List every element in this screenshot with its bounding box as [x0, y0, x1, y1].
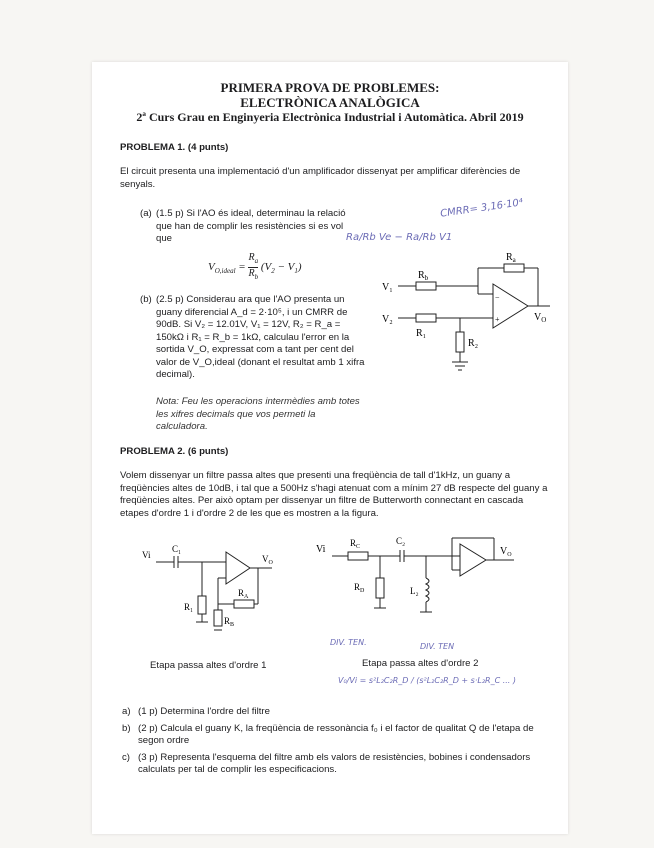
- problem1-heading: PROBLEMA 1. (4 punts): [120, 142, 229, 153]
- title-line-1: PRIMERA PROVA DE PROBLEMES:: [220, 80, 440, 95]
- label-rb: $R_b$: [418, 270, 429, 282]
- part-b-label: (b): [140, 294, 152, 305]
- plus-sign: +: [495, 315, 500, 324]
- s1-label-rb: $R_B$: [224, 616, 235, 628]
- s2-label-rc: $R_C$: [350, 538, 361, 550]
- part-a-label: (a): [140, 208, 152, 219]
- problem1-intro: El circuit presenta una implementació d'un amplificador dissenyat per amplificar diferències de senyals.: [120, 166, 521, 190]
- question-a-label: a): [122, 706, 131, 717]
- label-r2: R₂: [468, 338, 479, 349]
- problem1-note: Nota: Feu les operacions intermèdies amb totes les xifres decimals que vos permeti la calculadora.: [156, 396, 360, 432]
- title-line-3: 2ª Curs Grau en Enginyeria Electrònica Industrial i Automàtica. Abril 2019: [136, 110, 524, 124]
- question-b-text: (2 p) Calcula el guany K, la freqüència de ressonància f₀ i el factor de qualitat Q de l'etapa de segon ordre: [138, 722, 534, 746]
- question-list: [122, 706, 552, 777]
- label-r1: R₁: [416, 328, 427, 339]
- question-c-text: (3 p) Representa l'esquema del filtre amb els valors de resistències, bobines i condensadors calculats per tal de complir les especificacions.: [138, 751, 531, 775]
- s1-label-ra: $R_A$: [238, 588, 249, 600]
- handwritten-cmrr: CMRR= 3,16·10⁴: [439, 197, 524, 220]
- problem2-intro: Volem dissenyar un filtre passa altes que presenti una freqüència de tall d'1kHz, un guany a freqüències altes de 10dB, i tal que a 500Hz s'hagi atenuat com a mínim 27 dB respecte del guany a freqüències altes. Per això optam per dissenyar un filtre de Butterworth connectant en cascada etapes d'ordre 1 i d'ordre 2 de les que es mostren a la figura.: [120, 470, 548, 519]
- label-v1: V₁: [382, 282, 393, 293]
- stage2-circuit: [314, 532, 529, 652]
- s2-label-vi: Vi: [316, 544, 326, 555]
- label-vo: $V_O$: [534, 312, 547, 324]
- handwritten-ratio: Ra/Rb Ve − Ra/Rb V1: [346, 232, 453, 243]
- minus-sign: −: [495, 293, 500, 302]
- label-v2: V₂: [382, 314, 393, 325]
- problem2-heading: PROBLEMA 2. (6 punts): [120, 446, 229, 457]
- s1-label-c1: C₁: [172, 544, 182, 554]
- part-a-text: (1.5 p) Si l'AO és ideal, determinau la relació que han de complir les resistències si es vol que: [156, 208, 346, 244]
- stage2-caption: Etapa passa altes d'ordre 2: [362, 658, 479, 669]
- question-a-text: (1 p) Determina l'ordre del filtre: [138, 706, 270, 717]
- title-line-2: ELECTRÒNICA ANALÒGICA: [240, 95, 420, 110]
- question-b-label: b): [122, 722, 131, 734]
- handwritten-transfer-function: V₀/Vi = s²L₂C₂R_D / (s²L₂C₂R_D + s·L₂R_C ... ): [338, 676, 517, 685]
- s2-label-c2: C₂: [396, 536, 406, 546]
- stage1-caption: Etapa passa altes d'ordre 1: [150, 660, 267, 671]
- label-ra: $R_a$: [506, 252, 516, 264]
- question-c-label: c): [122, 751, 130, 763]
- formula: $V_{O,ideal}$ = $\frac{R_a}{R_b}$ $(V_2 - V_1)$: [208, 252, 302, 281]
- s2-label-vo: $V_O$: [500, 546, 512, 558]
- handwritten-div-1: DIV. TEN.: [330, 638, 367, 647]
- part-b-text: (2.5 p) Considerau ara que l'AO presenta un guany diferencial A_d = 2·10⁵, i un CMRR de 90dB. Si V₂ = 12.01V, V₁ = 12V, R₂ = R_a = 150kΩ i R₁ = R_b = 1kΩ, calculau l'error en la sortida V_O, expressat com a tant per cent del valor de V_O,ideal (donant el resultat amb 1 xifra decimal).: [156, 294, 365, 380]
- exam-sheet: [92, 62, 568, 834]
- question-a: [122, 706, 552, 719]
- handwritten-div-2: DIV. TEN: [420, 642, 455, 651]
- s1-label-vo: $V_O$: [262, 554, 273, 566]
- question-b: [122, 723, 552, 748]
- difference-amplifier-circuit: [378, 248, 558, 378]
- stage1-circuit: [142, 540, 292, 640]
- s2-label-l2: L₂: [410, 586, 419, 596]
- s2-label-rd: $R_D$: [354, 582, 365, 594]
- question-c: [122, 752, 552, 777]
- s1-label-vi: Vi: [142, 550, 151, 560]
- s1-label-r1: R₁: [184, 602, 194, 612]
